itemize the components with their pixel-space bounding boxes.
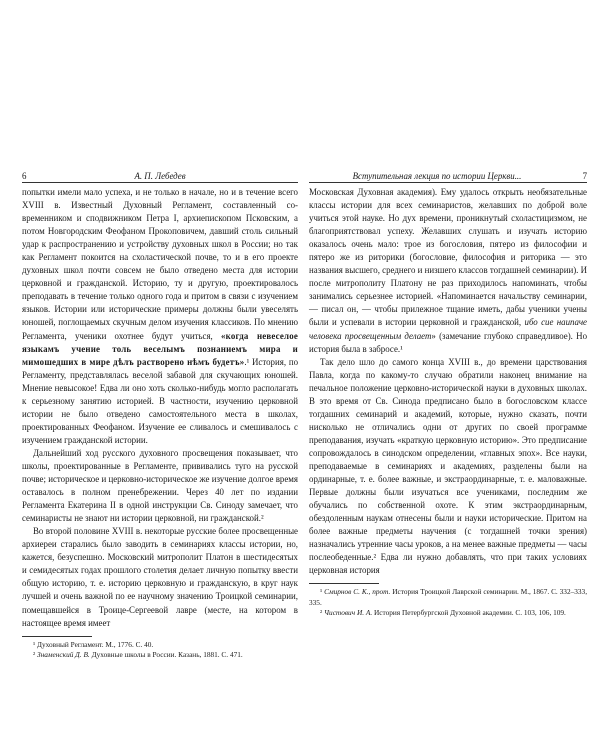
left-page-body [22, 183, 298, 660]
left-running-header: А. П. Лебедев [134, 171, 186, 181]
paragraph [309, 356, 587, 578]
paragraph-span: Во второй половине XVIII в. некоторые русские более просвещенные архиереи старались было заводить в семинариях классы истории, но, кажется, безуспешно. Московский митрополит Платон в шестидесятых и семидесятых годах прошлого столетия делает личную попытку ввести общую историю, т. е. историю церковную и гражданскую, в круг наук лучшей и очень важной по ее научному значению Троицкой семинарии, помещавшейся в Троице-Сергеевой лавре (месте, на котором в настоящее время имеет [22, 526, 298, 628]
paragraph [22, 525, 298, 629]
footnote-span: Духовные школы в России. Казань, 1881. С. 471. [89, 650, 243, 659]
right-page [309, 170, 587, 620]
footnote [309, 608, 587, 618]
footnote-span: Чистович И. А. [324, 608, 373, 618]
paragraph-span: .¹ История, по Регламенту, представлялась веселой забавой для скучающих юношей. Мнение невысокое! Едва ли оно хоть сколько-нибудь могло располагать к серьезному занятию историей. В частности, изучению церковной истории не было отведено самостоятельного места в школах, проектированных Феофаном. Изучение ее сливалось и смешивалось с изучением гражданской истории. [22, 356, 299, 445]
left-page-text [22, 186, 298, 630]
footnote-span: ¹ Духовный Регламент. М., 1776. С. 40. [33, 639, 154, 649]
paragraph [22, 447, 298, 525]
right-running-header: Вступительная лекция по истории Церкви... [352, 171, 522, 181]
footnote [22, 650, 298, 660]
footnote-span: Знаменский Д. В. [37, 650, 90, 659]
paragraph-span: Дальнейший ход русского духовного просвещения показывает, что школы, проектированные в Регламенте, прививались туго на русской почве; историческое и церковно-историческое же изучение долгое время оставалось в полном пренебрежении. Через 40 лет по издании Регламента Екатерина II в одной инструкции Св. Синоду замечает, что семинаристы не знают ни истории церковной, ни гражданской.² [22, 447, 298, 524]
right-footnote-separator [309, 583, 379, 584]
footnote-span: Смирнов С. К., прот. [324, 587, 391, 597]
paragraph-span: Так дело шло до самого конца XVIII в., до времени царствования Павла, когда по какому-то случаю обратили наконец внимание на печальное положение церковно-исторической науки в духовных школах. В это время от Св. Синода предписано было в богословском классе тогдашних семинарий и академий, которые, нужно сказать, почти нисколько не отличались одни от других по своей программе преподавания, изучать «краткую церковную историю». Это предписание сопровождалось в синодском определении, «главных эпох». Все науки, преподаваемые в семинариях и академиях, разделены были на ординарные, т. е. более важные, и экстраординарные, т. е. маловажные. Первые должны были изучаться все учениками, последним же обучались по собственной охоте. К этим экстраординарным, обездоленным наукам отнесены были и науки исторические. Притом на более важные предметы научения (с тогдашней точки зрения) назначались утренние часы уроков, а на менее важные предметы — часы послеобеденные.² Едва ли нужно добавлять, что при таких условиях церковная история [309, 356, 587, 576]
footnote-span: ² [320, 608, 325, 618]
footnote-span: История Петербургской Духовной академии. С. 103, 106, 109. [372, 608, 566, 618]
right-page-header [309, 170, 587, 183]
paragraph-span: Московская Духовная академия). Ему удалось открыть необязательные классы истории для всех семинаристов, желавших по доброй воле учиться этой науке. Но дух времени, проникнутый схоластицизмом, не благоприятствовал успеху. Желавших слушать и изучать историю оказалось очень мало: трое из богословия, пятеро из философии и пятеро же из риторики (богословие, философия и риторика — это названия высшего, среднего и низшего классов тогдашней семинарии). И после митрополиту Платону не раз приходилось напоминать, чтобы занимались серьезнее историей. «Напоминается начальству семинарии, — писал он, — чтобы прилежное тщание иметь, дабы ученики учены были и успевали в истории церковной и гражданской, [309, 187, 587, 328]
left-page-footnotes [22, 640, 298, 661]
footnote [22, 640, 298, 650]
footnote-span: ¹ [320, 587, 325, 597]
left-footnote-separator [22, 636, 92, 637]
footnote-span: ² [33, 650, 38, 659]
right-page-body [309, 183, 587, 619]
footnote-span: История Троицкой Лаврской семинарии. М., 1867. С. 332–333, 335. [309, 587, 588, 607]
left-page-number: 6 [22, 171, 27, 181]
paragraph-span: » (замечание глубоко справедливое). Но история была в забросе.¹ [309, 330, 588, 354]
paragraph-span: «когда невеселое языкамъ учение толь веселымъ познаниемъ мира и мимошедших в мире дѣлъ растворено нѣмъ будетъ» [22, 330, 298, 367]
paragraph [309, 186, 587, 356]
right-page-text [309, 186, 587, 577]
right-page-number: 7 [582, 171, 587, 181]
paragraph-span: попытки имели мало успеха, и не только в начале, но и в течение всего XVIII в. Известный Духовный Регламент, составленный со-временником и сподвижником Петра I, архиепископом Псковским, а потом Новгородским Феофаном Прокоповичем, давший столь сильный удар к распространению и устройству духовных школ в России; но так как Регламент покоится на схоластической почве, то и в его проекте духовных школ почти совсем не было отведено места для истории церковной и гражданской. Историю, ту и другую, проектировалось преподавать в течение только одного года и притом в связи с изучением языков. Истории или исторические примеры должны были увеселять юношей, поглощаемых скучным делом изучения классиков. По мнению Регламента, ученики охотнее будут учиться, [22, 187, 298, 341]
paragraph-span: ибо сие наипаче человека просвещенным делает [309, 317, 587, 341]
left-page [22, 170, 299, 659]
footnote [309, 587, 587, 608]
right-page-footnotes [309, 587, 587, 618]
left-page-header [22, 170, 298, 183]
paragraph [22, 186, 298, 447]
